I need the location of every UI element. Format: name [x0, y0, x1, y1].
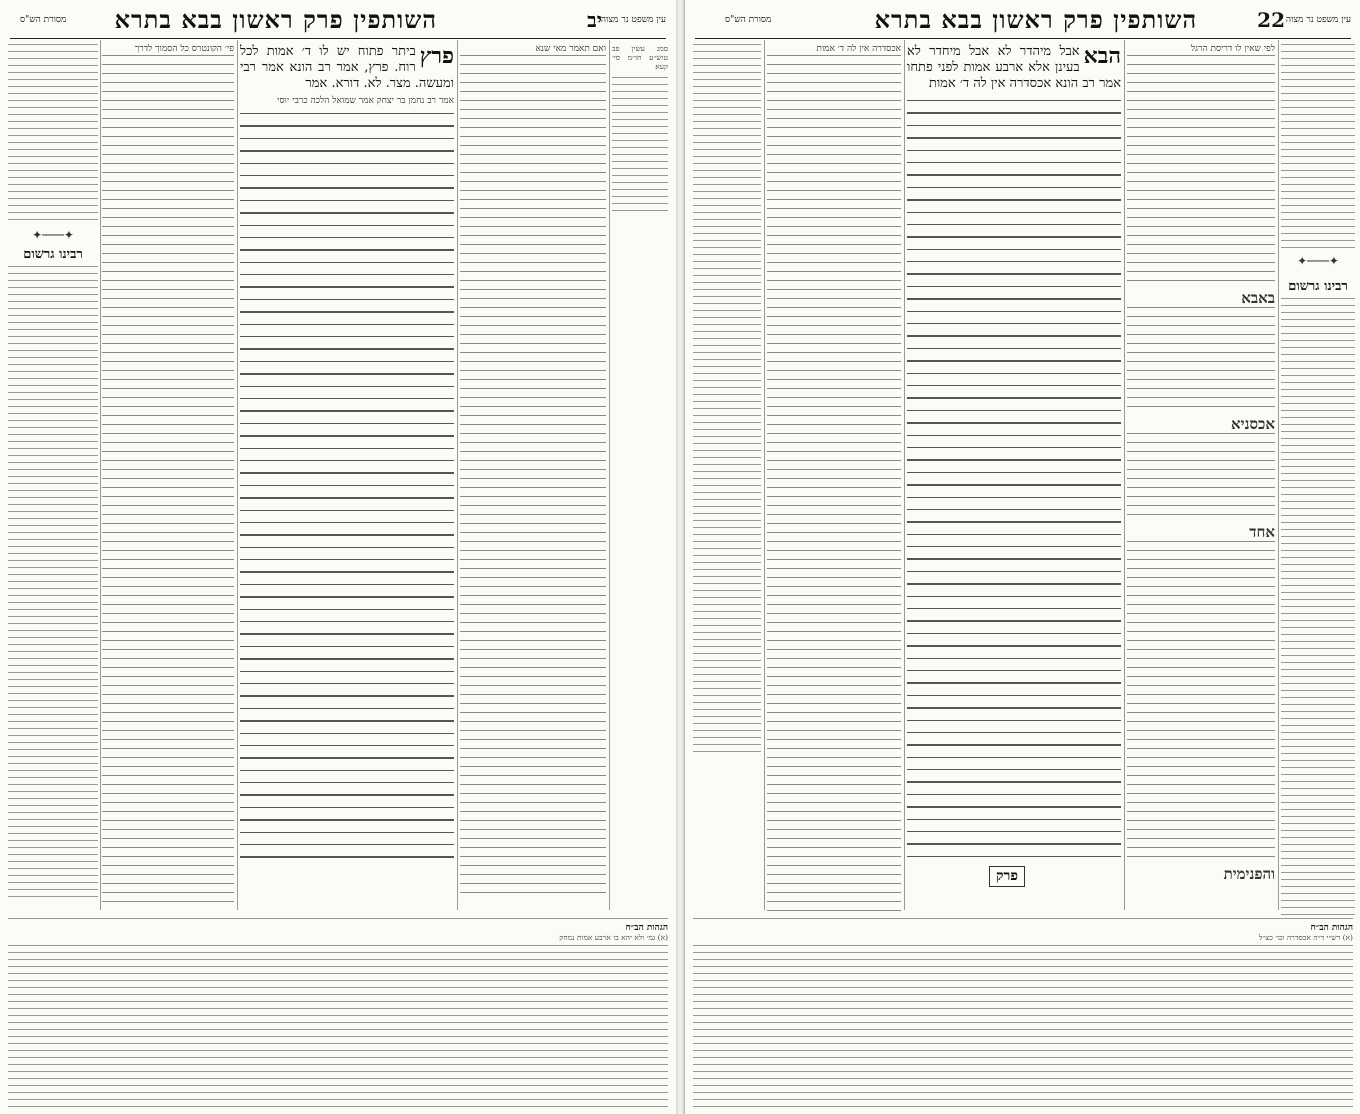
left-bottom-notes: [8, 922, 668, 1108]
right-notes-text: (א) רש״י ד״ה אכסדרה וכו׳ כצ״ל: [1258, 933, 1353, 942]
right-rabbeinu-gershom-column: [1281, 276, 1355, 916]
right-gemara-text: [907, 44, 1121, 92]
left-notes-text: (א) גמ׳ ולא יהא בו ארבע אמות נמחק: [559, 933, 668, 942]
left-page-header: [10, 4, 666, 36]
right-rashi-lines-a: [1127, 55, 1275, 281]
left-gemara-column: [240, 44, 454, 864]
left-divider-2: [237, 40, 238, 910]
left-rashi-text: פי׳ הקונטרס כל הסמוך לדרך: [134, 44, 234, 54]
right-inner-margin-column: [693, 44, 761, 914]
right-header-rule: [695, 38, 1351, 39]
left-tosafot-text: ואם תאמר מאי שנא: [535, 44, 606, 54]
right-gemara-lines: [907, 100, 1121, 862]
right-gemara-opening: אבל מיהדר לא אבל מיחדר לא בעינן אלא ארבע אמות לפני פתחו אמר רב הונא אכסדרה אין לה ד׳ אמות: [907, 44, 1121, 91]
right-rashi-column: [1127, 44, 1275, 914]
left-ein-mishpat-text: סמג עשין פב טוש״ע חו״מ סי׳ קעא: [612, 44, 668, 71]
left-page-marker: יב: [587, 7, 602, 32]
right-bottom-rule: [693, 918, 1353, 919]
left-gemara-opening: ביתר פתוח יש לו ד׳ אמות לכל רוח. פרץ, אמר רב הונא אמר רבי ומעשה. מצר. לא. דורא. אמר: [240, 44, 454, 91]
right-rg-lines: [1281, 298, 1355, 916]
right-perek-label: פרק: [989, 866, 1025, 887]
left-tosafot-lines: [460, 55, 606, 893]
right-tosafot-column: [767, 44, 901, 914]
right-divider-4: [1278, 40, 1279, 910]
right-rashi-word-2: אכסניא: [1231, 415, 1275, 433]
right-divider-3: [1124, 40, 1125, 910]
left-header-rule: [10, 38, 666, 39]
right-rashi-word-3: אחד: [1249, 523, 1275, 541]
book-gutter: [676, 0, 684, 1114]
left-gemara-lead-word: פרץ: [419, 44, 454, 69]
left-notes-lines: [8, 945, 668, 1107]
right-gemara-lead-word: הבא: [1083, 44, 1121, 69]
left-rg-ornament: ✦───✦: [32, 228, 74, 242]
right-page-title: השותפין פרק ראשון בבא בתרא: [874, 5, 1198, 34]
left-rashi-column: [102, 44, 234, 914]
right-inner-margin-lines: [693, 44, 761, 752]
left-rabbeinu-gershom-column: [8, 44, 98, 914]
left-masoret-label: מסורת הש"ס: [20, 15, 67, 25]
right-rashi-word-4: והפנימית: [1223, 865, 1275, 883]
right-rabbeinu-gershom-title: רבינו גרשום: [1288, 279, 1348, 294]
right-page-number: 22: [1257, 8, 1285, 32]
left-rabbeinu-gershom-title: רבינו גרשום: [23, 247, 83, 262]
right-gemara-column: [907, 44, 1121, 862]
right-rashi-word-1: באבא: [1241, 289, 1275, 307]
right-notes-title: הגהות הב״ח: [1310, 923, 1353, 933]
left-rg-upper-lines: [8, 44, 98, 224]
right-rashi-lines-b: [1127, 307, 1275, 407]
right-corner-label: עין משפט נר מצוה: [1285, 15, 1351, 25]
right-ein-mishpat-lines: [1281, 44, 1355, 248]
left-divider-4: [609, 40, 610, 910]
left-rg-lines: [8, 266, 98, 897]
left-ein-mishpat-column: [612, 44, 668, 254]
left-ein-mishpat-lines: [612, 77, 668, 211]
left-page-title: השותפין פרק ראשון בבא בתרא: [114, 5, 438, 34]
right-rg-ornament: ✦───✦: [1297, 254, 1339, 268]
left-page: [0, 0, 677, 1114]
right-page-header: [695, 4, 1351, 36]
right-masoret-label: מסורת הש"ס: [725, 15, 772, 25]
right-rashi-text: לפי שאין לו דריסת הרגל: [1190, 44, 1275, 54]
right-notes-lines: [693, 945, 1353, 1107]
left-notes-title: הגהות הב״ח: [625, 923, 668, 933]
right-rashi-lines-c: [1127, 433, 1275, 515]
right-tosafot-lines: [767, 55, 901, 911]
left-divider-1: [100, 40, 101, 910]
left-corner-label: עין משפט נר מצוה: [600, 15, 666, 25]
right-ein-mishpat-column: [1281, 44, 1355, 274]
right-rashi-lines-d: [1127, 541, 1275, 857]
right-divider-1: [764, 40, 765, 910]
left-divider-3: [457, 40, 458, 910]
right-bottom-notes: [693, 922, 1353, 1108]
left-rashi-lines: [102, 55, 234, 902]
left-bottom-rule: [8, 918, 668, 919]
left-gemara-lines: [240, 113, 454, 864]
right-page: [684, 0, 1360, 1114]
right-divider-2: [904, 40, 905, 910]
left-gemara-snippet: אמר רב נחמן בר יצחק אמר שמואל הלכה כרבי יוסי: [277, 96, 454, 106]
right-tosafot-text: אכסדרה אין לה ד׳ אמות: [816, 44, 901, 54]
left-gemara-text: [240, 44, 454, 92]
left-tosafot-column: [460, 44, 606, 914]
